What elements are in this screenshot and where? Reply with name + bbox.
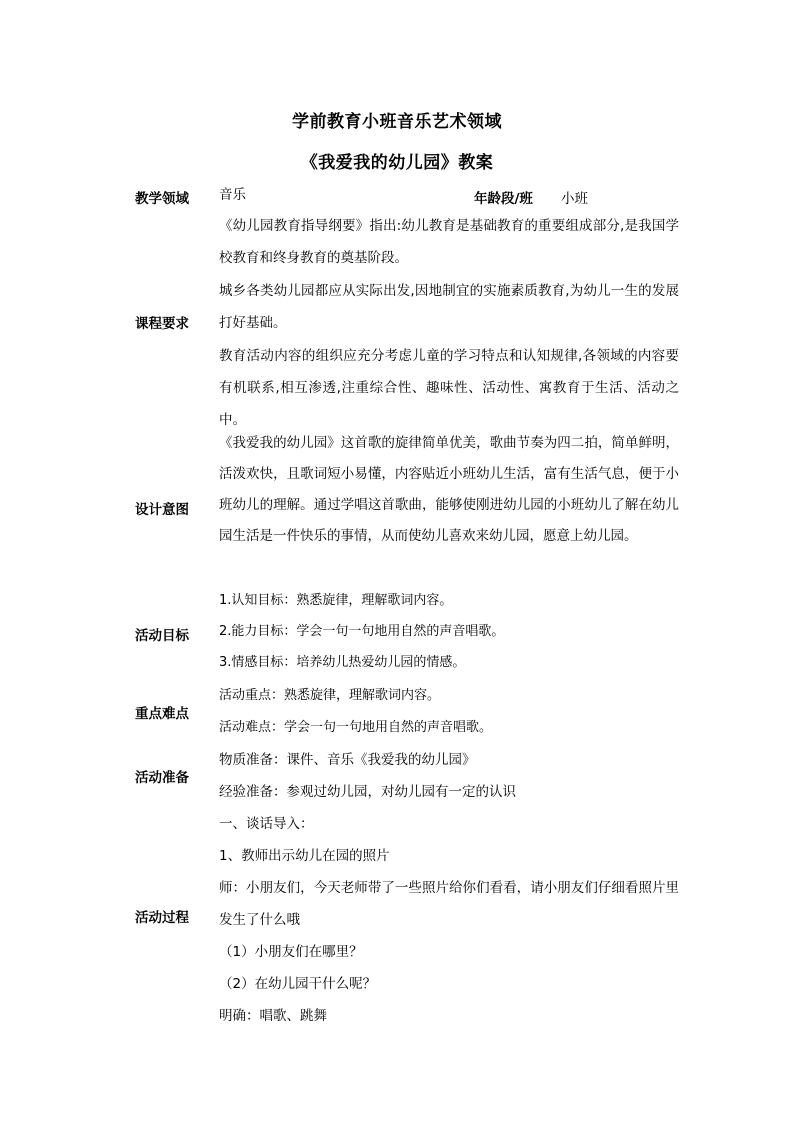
process-line: （1）小朋友们在哪里？ [219, 944, 363, 960]
preparation-item: 经验准备：参观过幼儿园，对幼儿园有一定的认识 [219, 784, 516, 800]
label-activity-process: 活动过程 [135, 910, 189, 926]
document-subtitle: 《我爱我的幼儿园》教案 [300, 153, 494, 173]
goal-item: 2.能力目标：学会一句一句地用自然的声音唱歌。 [219, 624, 505, 639]
process-content [219, 808, 679, 1032]
goal-item: 1.认知目标：熟悉旋律，理解歌词内容。 [219, 593, 453, 608]
document-title: 学前教育小班音乐艺术领域 [292, 112, 502, 132]
curriculum-paragraph: 城乡各类幼儿园都应从实际出发,因地制宜的实施素质教育,为幼儿一生的发展打好基础。 [219, 283, 679, 331]
label-design-intent: 设计意图 [135, 502, 189, 518]
curriculum-paragraph: 《幼儿园教育指导纲要》指出:幼儿教育是基础教育的重要组成部分,是我国学校教育和终身教育的奠基阶段。 [219, 218, 679, 266]
key-point-item: 活动重点：熟悉旋律，理解歌词内容。 [219, 688, 441, 703]
value-teaching-domain: 音乐 [219, 187, 246, 203]
preparation-item: 物质准备：课件、音乐《我爱我的幼儿园》 [219, 752, 476, 768]
key-points-list [219, 680, 679, 744]
goal-item: 3.情感目标：培养幼儿热爱幼儿园的情感。 [219, 655, 466, 670]
curriculum-content [219, 210, 679, 436]
design-intent-text: 《我爱我的幼儿园》这首歌的旋律简单优美，歌曲节奏为四二拍，简单鲜明，活泼欢快，且歌词短小易懂，内容贴近小班幼儿生活，富有生活气息，便于小班幼儿的理解。通过学唱这首歌曲，能够使刚进幼儿园的小班幼儿了解在幼儿园生活是一件快乐的事情，从而使幼儿喜欢来幼儿园，愿意上幼儿园。 [219, 435, 679, 544]
value-grade: 小班 [561, 191, 588, 207]
label-activity-preparation: 活动准备 [135, 770, 189, 786]
curriculum-paragraph: 教育活动内容的组织应充分考虑儿童的学习特点和认知规律,各领域的内容要有机联系,相互渗透,注重综合性、趣味性、活动性、寓教育于生活、活动之中。 [219, 348, 679, 428]
process-line: （2）在幼儿园干什么呢？ [219, 976, 377, 992]
process-line: 一、谈话导入： [219, 816, 314, 832]
label-grade: 年龄段/班 [474, 191, 533, 207]
preparation-list [219, 744, 679, 808]
process-line: 师：小朋友们，今天老师带了一些照片给你们看看，请小朋友们仔细看照片里发生了什么哦 [219, 880, 679, 928]
process-line: 明确：唱歌、跳舞 [219, 1008, 327, 1024]
activity-goals-list [219, 585, 679, 678]
label-activity-goals: 活动目标 [135, 628, 189, 644]
process-line: 1、教师出示幼儿在园的照片 [219, 848, 390, 864]
label-teaching-domain: 教学领域 [135, 191, 189, 207]
label-key-points: 重点难点 [135, 706, 189, 722]
label-curriculum: 课程要求 [135, 316, 189, 332]
key-point-item: 活动难点：学会一句一句地用自然的声音唱歌。 [219, 720, 493, 735]
